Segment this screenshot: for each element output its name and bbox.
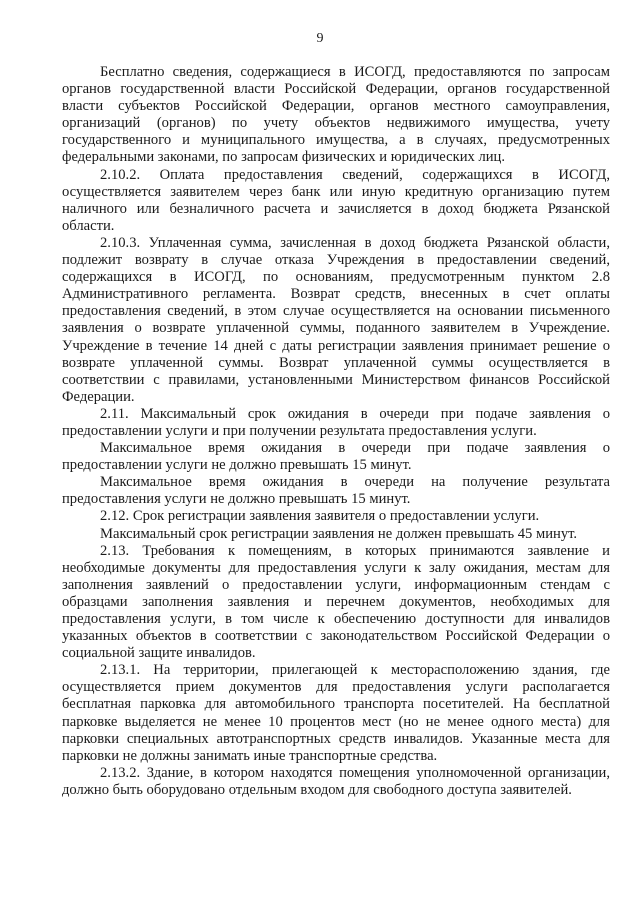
paragraph-max-registration: Максимальный срок регистрации заявления не должен превышать 45 минут.: [100, 525, 578, 542]
paragraph-2-13-1: 2.13.1. На территории, прилегающей к месторасположению здания, где осуществляется прием документов для предоставления услуги располагается бесплатная парковка для автомобильного транспорта посетителей. На бесплатной парковке выделяется не менее 10 процентов мест (но не менее одного места) для парковки специальных автотранспортных средств инвалидов. Указанные места для парковки не должны занимать иные транспортные средства.: [62, 662, 610, 764]
paragraph-free-provision: Бесплатно сведения, содержащиеся в ИСОГД, предоставляются по запросам органов государственной власти Российской Федерации, органов государственной власти субъектов Российской Федерации, органов местного самоуправления, организаций (органов) по учету объектов недвижимого имущества, учету государственного и муниципального имущества, а в случаях, предусмотренных федеральными законами, по запросам физических и юридических лиц.: [62, 64, 610, 166]
paragraph-2-10-3: 2.10.3. Уплаченная сумма, зачисленная в доход бюджета Рязанской области, подлежит возврату в случае отказа Учреждения в предоставлении сведений, содержащихся в ИСОГД, по основаниям, предусмотренным пунктом 2.8 Административного регламента. Возврат средств, внесенных в счет оплаты предоставления сведений, в этом случае осуществляется на основании письменного заявления о возврате уплаченной суммы, поданного заявителем в Учреждение. Учреждение в течение 14 дней с даты регистрации заявления принимает решение о возврате уплаченной суммы. Возврат уплаченной суммы осуществляется в соответствии с правилами, установленными Министерством финансов Российской Федерации.: [62, 234, 610, 405]
document-body: [62, 64, 610, 799]
paragraph-max-wait-submit: Максимальное время ожидания в очереди при подаче заявления о предоставлении услуги не должно превышать 15 минут.: [62, 440, 610, 474]
page-number: 9: [316, 31, 324, 46]
paragraph-max-wait-result: Максимальное время ожидания в очереди на получение результата предоставления услуги не должно превышать 15 минут.: [62, 474, 610, 508]
paragraph-2-10-2: 2.10.2. Оплата предоставления сведений, содержащихся в ИСОГД, осуществляется заявителем через банк или иную кредитную организацию путем наличного или безналичного расчета и зачисляется в доход бюджета Рязанской области.: [62, 166, 610, 234]
paragraph-2-13: 2.13. Требования к помещениям, в которых принимаются заявление и необходимые документы для предоставления услуги к залу ожидания, местам для заполнения заявлений о предоставлении услуги, информационным стендам с образцами заполнения заявления и перечнем документов, необходимых для предоставления услуги, в том числе к обеспечению доступности для инвалидов указанных объектов в соответствии с законодательством Российской Федерации о социальной защите инвалидов.: [62, 542, 610, 662]
paragraph-2-13-2: 2.13.2. Здание, в котором находятся помещения уполномоченной организации, должно быть оборудовано отдельным входом для свободного доступа заявителей.: [62, 764, 610, 798]
paragraph-2-11: 2.11. Максимальный срок ожидания в очереди при подаче заявления о предоставлении услуги и при получении результата предоставления услуги.: [62, 405, 610, 439]
paragraph-2-12: 2.12. Срок регистрации заявления заявителя о предоставлении услуги.: [100, 508, 540, 525]
